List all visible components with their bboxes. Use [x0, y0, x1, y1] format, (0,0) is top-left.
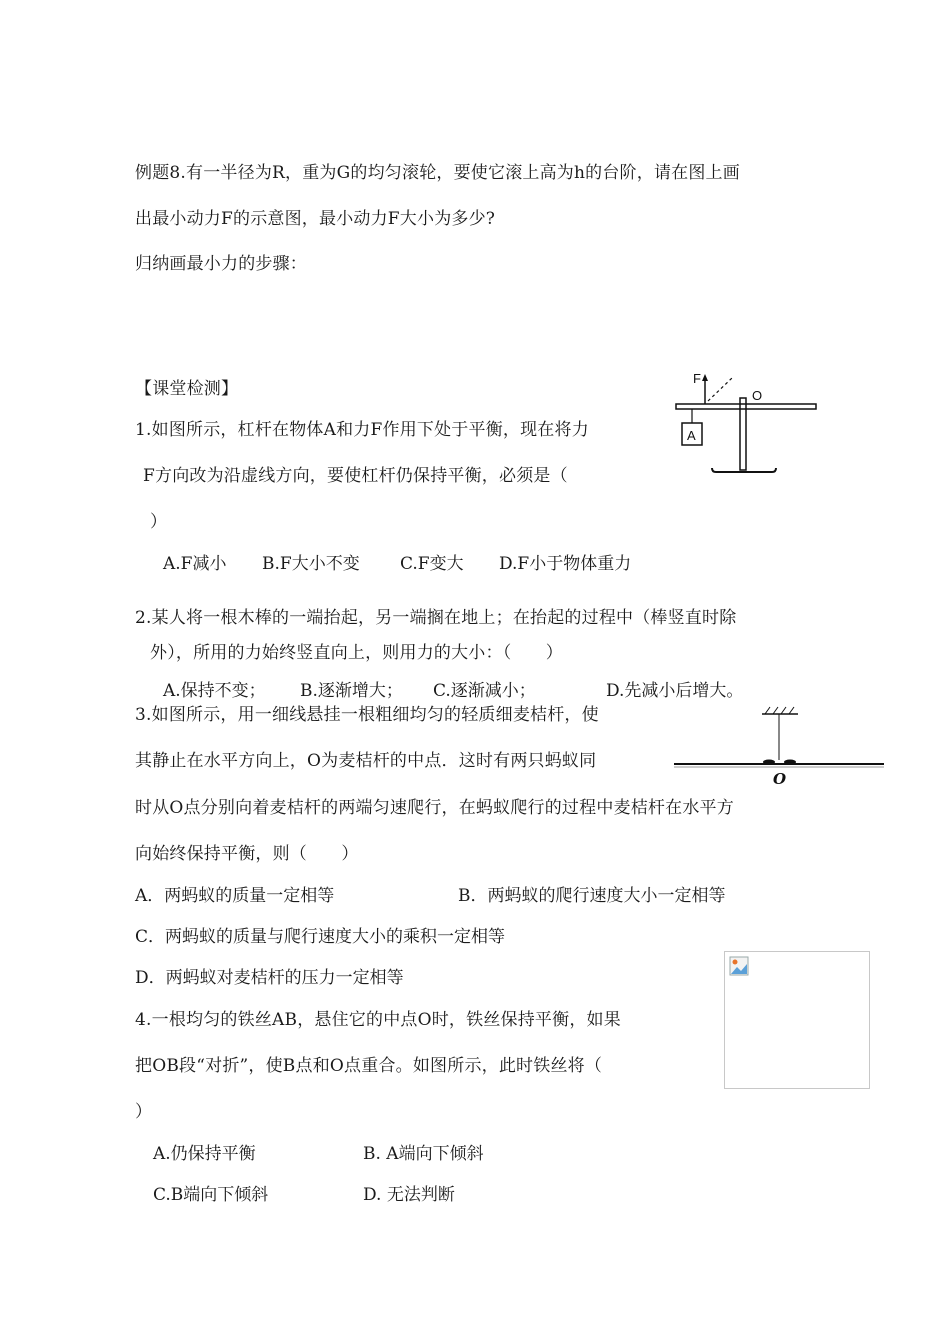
q3-line4: 向始终保持平衡，则（ ） [135, 844, 359, 864]
q4-line1: 4.一根均匀的铁丝AB，悬住它的中点O时，铁丝保持平衡，如果 [135, 1010, 621, 1030]
q1-line2: F方向改为沿虚线方向，要使杠杆仍保持平衡，必须是（ [143, 466, 568, 486]
q2-option-a: A.保持不变； [163, 681, 266, 701]
q2-option-b: B.逐渐增大； [300, 681, 403, 701]
example8-line1: 例题8.有一半径为R，重为G的均匀滚轮，要使它滚上高为h的台阶，请在图上画 [135, 163, 740, 183]
q1-line3: ） [150, 512, 168, 532]
section-title: 【课堂检测】 [135, 379, 239, 399]
q1-line1: 1.如图所示，杠杆在物体A和力F作用下处于平衡，现在将力 [135, 420, 589, 440]
example8-line2: 出最小动力F的示意图，最小动力F大小为多少? [135, 209, 496, 229]
straw-figure [672, 704, 886, 786]
dashed-direction [708, 378, 732, 401]
pivot-label: O [752, 388, 763, 403]
q1-option-b: B.F大小不变 [262, 554, 360, 574]
ant-left [763, 760, 775, 765]
q3-line3: 时从O点分别向着麦桔杆的两端匀速爬行，在蚂蚁爬行的过程中麦桔杆在水平方 [135, 798, 734, 818]
q3-option-d: D．两蚂蚁对麦桔杆的压力一定相等 [135, 968, 404, 988]
q3-option-c: C．两蚂蚁的质量与爬行速度大小的乘积一定相等 [135, 927, 506, 947]
q3-option-a: A．两蚂蚁的质量一定相等 [135, 886, 335, 906]
q2-option-c: C.逐渐减小； [433, 681, 536, 701]
q1-option-a: A.F减小 [163, 554, 227, 574]
block-a-label: A [687, 428, 696, 443]
q3-option-b: B．两蚂蚁的爬行速度大小一定相等 [458, 886, 726, 906]
lever-figure [672, 368, 820, 480]
force-label: F [693, 371, 701, 386]
ant-right [784, 760, 796, 765]
q3-line2: 其静止在水平方向上，O为麦桔杆的中点．这时有两只蚂蚁同 [135, 751, 597, 771]
q4-option-c: C.B端向下倾斜 [153, 1185, 269, 1205]
q4-option-a: A.仍保持平衡 [153, 1144, 256, 1164]
q1-option-d: D.F小于物体重力 [499, 554, 632, 574]
example8-summary: 归纳画最小力的步骤： [135, 254, 307, 274]
broken-image-icon [729, 956, 749, 976]
q4-option-d: D. 无法判断 [363, 1185, 455, 1205]
broken-image-placeholder [724, 951, 870, 1089]
q2-line1: 2.某人将一根木棒的一端抬起，另一端搁在地上；在抬起的过程中（棒竖直时除 [135, 608, 737, 628]
q4-line2: 把OB段“对折”，使B点和O点重合。如图所示，此时铁丝将（ [135, 1056, 603, 1076]
q3-line1: 3.如图所示，用一细线悬挂一根粗细均匀的轻质细麦桔杆，使 [135, 705, 599, 725]
q4-line3: ） [135, 1102, 153, 1122]
q2-line2: 外），所用的力始终竖直向上，则用力的大小：（ ） [150, 643, 563, 663]
q2-option-d: D.先减小后增大。 [606, 681, 744, 701]
pivot-o-label: O [773, 770, 787, 786]
q4-option-b: B. A端向下倾斜 [363, 1144, 484, 1164]
q1-option-c: C.F变大 [400, 554, 464, 574]
